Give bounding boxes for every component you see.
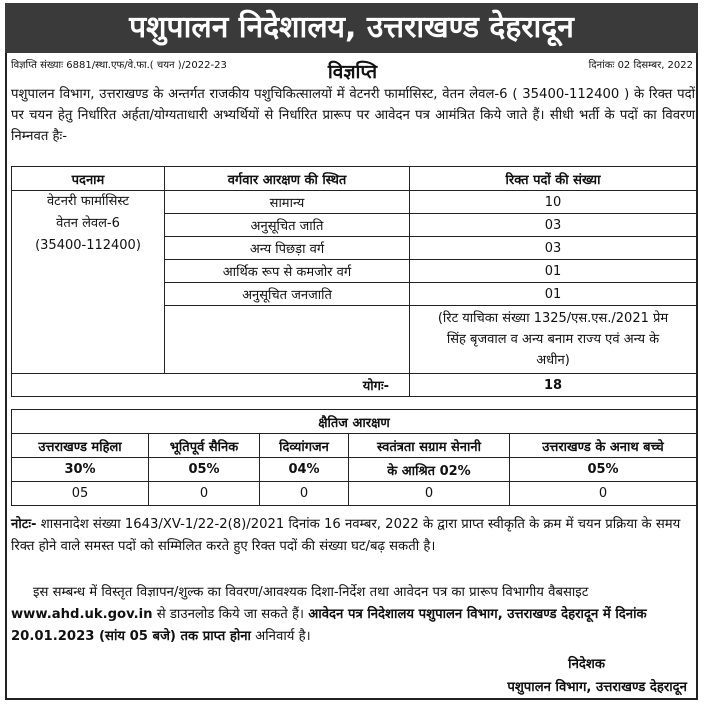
para-text: अनिवार्य है।: [255, 629, 311, 644]
category-cell: आर्थिक रूप से कमजोर वर्ग: [165, 260, 410, 283]
horizontal-count: 0: [349, 482, 510, 506]
post-line: (35400-112400): [35, 238, 141, 253]
application-paragraph: [11, 582, 697, 648]
note-text: शासनादेश संख्या 1643/XV-1/22-2(8)/2021 दिनांक 16 नवम्बर, 2022 के द्वारा प्राप्त स्वीकृति के क्रम में चयन प्रक्रिया के समय रिक्त होने वाले समस्त पदों को सम्मिलित करते हुए रिक्त पदों की संख्या घट/बढ़ सकती है।: [11, 517, 681, 554]
writ-petition-note: (रिट याचिका संख्या 1325/एस.एस./2021 प्रेम सिंह बृजवाल व अन्य बनाम राज्य एवं अन्य के अधीन): [410, 306, 697, 374]
horizontal-header: उत्तराखण्ड के अनाथ बच्चे: [510, 434, 697, 458]
empty-cell: [165, 306, 410, 374]
horizontal-percent: 04%: [260, 458, 349, 482]
horizontal-percent: 30%: [12, 458, 149, 482]
note-label: नोटः-: [11, 517, 37, 532]
count-cell: 10: [410, 191, 697, 214]
horizontal-title: क्षैतिज आरक्षण: [12, 410, 697, 434]
horizontal-header: भूतिपूर्व सैनिक: [149, 434, 260, 458]
count-cell: 03: [410, 214, 697, 237]
vacancy-table: [11, 166, 697, 397]
notice-date: दिनांकः 02 दिसम्बर, 2022: [588, 60, 693, 71]
signatory-department: पशुपालन विभाग, उत्तराखण्ड देहरादून: [507, 680, 687, 695]
horizontal-reservation-table: [11, 409, 697, 506]
horizontal-header: स्वतंत्रता सग्राम सेनानी: [349, 434, 510, 458]
category-cell: अन्य पिछड़ा वर्ग: [165, 237, 410, 260]
horizontal-header: उत्तराखण्ड महिला: [12, 434, 149, 458]
total-value: 18: [410, 374, 697, 397]
count-cell: 01: [410, 283, 697, 306]
total-label: योगः-: [12, 374, 410, 397]
notice-title: विज्ञप्ति: [327, 61, 378, 83]
count-cell: 01: [410, 260, 697, 283]
category-cell: सामान्य: [165, 191, 410, 214]
horizontal-percent: 05%: [510, 458, 697, 482]
para-text: से डाउनलोड किये जा सकते हैं।: [156, 607, 305, 622]
header-vacancies: रिक्त पदों की संख्या: [410, 167, 697, 191]
header-category: वर्गवार आरक्षण की स्थित: [165, 167, 410, 191]
category-cell: अनुसूचित जाति: [165, 214, 410, 237]
deadline-text: आवेदन पत्र निदेशालय पशुपालन विभाग, उत्तराखण्ड देहरादून में दिनांक 20.01.2023 (सांय 05 बजे) तक प्राप्त होना: [11, 607, 647, 644]
horizontal-percent: के आश्रित 02%: [349, 458, 510, 482]
website-link[interactable]: www.ahd.uk.gov.in: [11, 607, 153, 622]
post-line: वेटनरी फार्मासिस्ट: [46, 194, 130, 209]
header-post: पदनाम: [12, 167, 165, 191]
horizontal-header: दिव्यांगजन: [260, 434, 349, 458]
category-cell: अनुसूचित जनजाति: [165, 283, 410, 306]
horizontal-count: 0: [510, 482, 697, 506]
horizontal-count: 0: [260, 482, 349, 506]
reference-number: विज्ञप्ति संख्याः 6881/स्था.एफ/वे.फा.( चयन )/2022-23: [11, 60, 227, 71]
post-line: वेतन लेवल-6: [56, 216, 120, 231]
horizontal-count: 0: [149, 482, 260, 506]
post-name-cell: [12, 191, 165, 374]
count-cell: 03: [410, 237, 697, 260]
horizontal-percent: 05%: [149, 458, 260, 482]
page-header: पशुपालन निदेशालय, उत्तराखण्ड देहरादून: [5, 3, 698, 53]
intro-paragraph: पशुपालन विभाग, उत्तराखण्ड के अन्तर्गत राजकीय पशुचिकित्सालयों में वेटनरी फार्मासिस्ट, वेतन लेवल-6 ( 35400-112400 ) के रिक्त पदों पर चयन हेतु निर्धारित अर्हता/योग्यताधारी अभ्यर्थियों से निर्धारित प्रारूप पर आवेदन पत्र आमंत्रित किये जाते हैं। सीधी भर्ती के पदों का विवरण निम्नवत हैः-: [11, 87, 695, 144]
horizontal-count: 05: [12, 482, 149, 506]
note-paragraph: [11, 514, 697, 558]
signatory-title: निदेशक: [568, 657, 605, 672]
para-text: इस सम्बन्ध में विस्तृत विज्ञापन/शुल्क का विवरण/आवश्यक दिशा-निर्देश तथा आवेदन पत्र का प्रारूप विभागीय वैबसाइट: [33, 585, 589, 600]
